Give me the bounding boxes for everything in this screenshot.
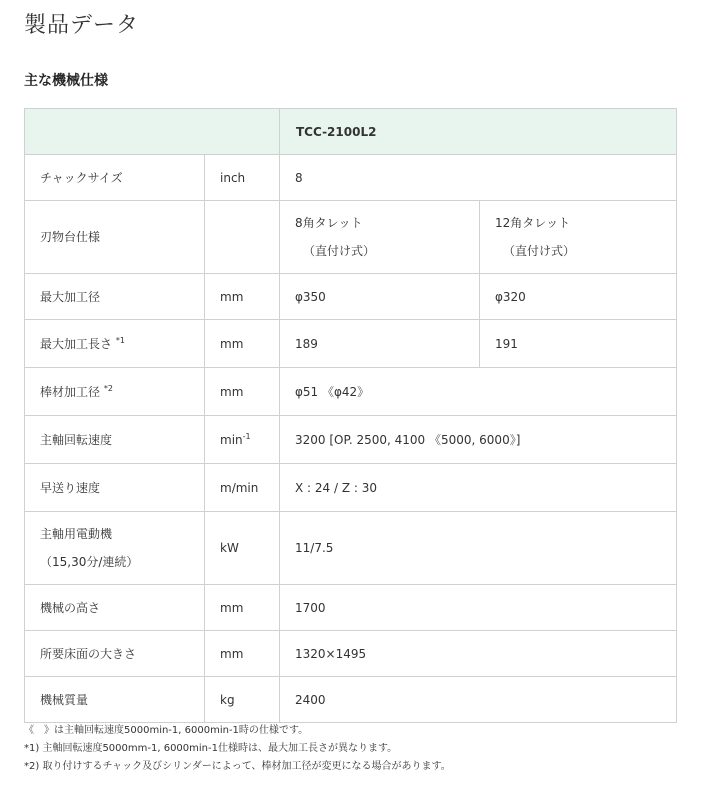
table-row bbox=[25, 416, 677, 464]
table-row bbox=[25, 274, 677, 320]
row-label-cell bbox=[25, 512, 205, 585]
row-unit-cell bbox=[205, 416, 280, 464]
row-unit: mm bbox=[205, 320, 280, 368]
footnotes bbox=[24, 722, 451, 776]
row-label-cell bbox=[25, 320, 205, 368]
turret-a-line2: （直付け式） bbox=[303, 244, 376, 258]
row-value: 3200 [OP. 2500, 4100 《5000, 6000》] bbox=[280, 416, 677, 464]
footnote-2: *2) 取り付けするチャック及びシリンダーによって、棒材加工径が変更になる場合があります。 bbox=[24, 761, 451, 772]
row-unit: kg bbox=[205, 677, 280, 723]
row-value-b: φ320 bbox=[480, 274, 677, 320]
row-label: 早送り速度 bbox=[25, 464, 205, 512]
row-unit: mm bbox=[205, 368, 280, 416]
footnote-marker: *1 bbox=[115, 335, 125, 345]
row-label: 機械の高さ bbox=[25, 585, 205, 631]
model-name: TCC-2100L2 bbox=[280, 109, 677, 155]
table-row bbox=[25, 368, 677, 416]
section-title: 主な機械仕様 bbox=[24, 73, 108, 89]
row-label-line2: （15,30分/連続） bbox=[40, 555, 139, 569]
turret-b-line1: 12角タレット bbox=[495, 216, 571, 230]
row-value: φ51 《φ42》 bbox=[280, 368, 677, 416]
table-header-row bbox=[25, 109, 677, 155]
row-value-a: φ350 bbox=[280, 274, 480, 320]
row-value-a bbox=[280, 201, 480, 274]
row-value: 2400 bbox=[280, 677, 677, 723]
row-label-cell bbox=[25, 368, 205, 416]
row-value: 1700 bbox=[280, 585, 677, 631]
table-row bbox=[25, 677, 677, 723]
table-row bbox=[25, 201, 677, 274]
row-value: 8 bbox=[280, 155, 677, 201]
row-unit: m/min bbox=[205, 464, 280, 512]
table-row bbox=[25, 585, 677, 631]
row-value-b: 191 bbox=[480, 320, 677, 368]
row-value-a: 189 bbox=[280, 320, 480, 368]
row-label: 所要床面の大きさ bbox=[25, 631, 205, 677]
row-label: 最大加工長さ bbox=[40, 336, 113, 351]
table-row bbox=[25, 512, 677, 585]
row-label: 刃物台仕様 bbox=[25, 201, 205, 274]
row-label: 機械質量 bbox=[25, 677, 205, 723]
table-row bbox=[25, 631, 677, 677]
row-label: 主軸回転速度 bbox=[25, 416, 205, 464]
footnote-0: 《 》は主軸回転速度5000min-1, 6000min-1時の仕様です。 bbox=[24, 725, 309, 736]
table-row bbox=[25, 155, 677, 201]
row-label: チャックサイズ bbox=[25, 155, 205, 201]
row-value: 11/7.5 bbox=[280, 512, 677, 585]
turret-a-line1: 8角タレット bbox=[295, 216, 363, 230]
table-row bbox=[25, 320, 677, 368]
row-label-line1: 主軸用電動機 bbox=[40, 527, 113, 541]
row-unit: kW bbox=[205, 512, 280, 585]
page-title: 製品データ bbox=[24, 13, 140, 38]
row-unit bbox=[205, 201, 280, 274]
turret-b-line2: （直付け式） bbox=[503, 244, 576, 258]
footnote-marker: *2 bbox=[103, 383, 113, 393]
header-empty-cell bbox=[25, 109, 280, 155]
row-label: 棒材加工径 bbox=[40, 384, 101, 399]
row-unit: mm bbox=[205, 631, 280, 677]
row-unit: inch bbox=[205, 155, 280, 201]
row-unit: mm bbox=[205, 585, 280, 631]
row-unit: mm bbox=[205, 274, 280, 320]
unit-exponent: -1 bbox=[242, 431, 251, 441]
table-row bbox=[25, 464, 677, 512]
footnote-1: *1) 主軸回転速度5000mm-1, 6000min-1仕様時は、最大加工長さが異なります。 bbox=[24, 743, 398, 754]
spec-table bbox=[24, 108, 677, 723]
row-unit: min bbox=[220, 432, 243, 447]
row-value: X : 24 / Z : 30 bbox=[280, 464, 677, 512]
row-value: 1320×1495 bbox=[280, 631, 677, 677]
row-value-b bbox=[480, 201, 677, 274]
row-label: 最大加工径 bbox=[25, 274, 205, 320]
